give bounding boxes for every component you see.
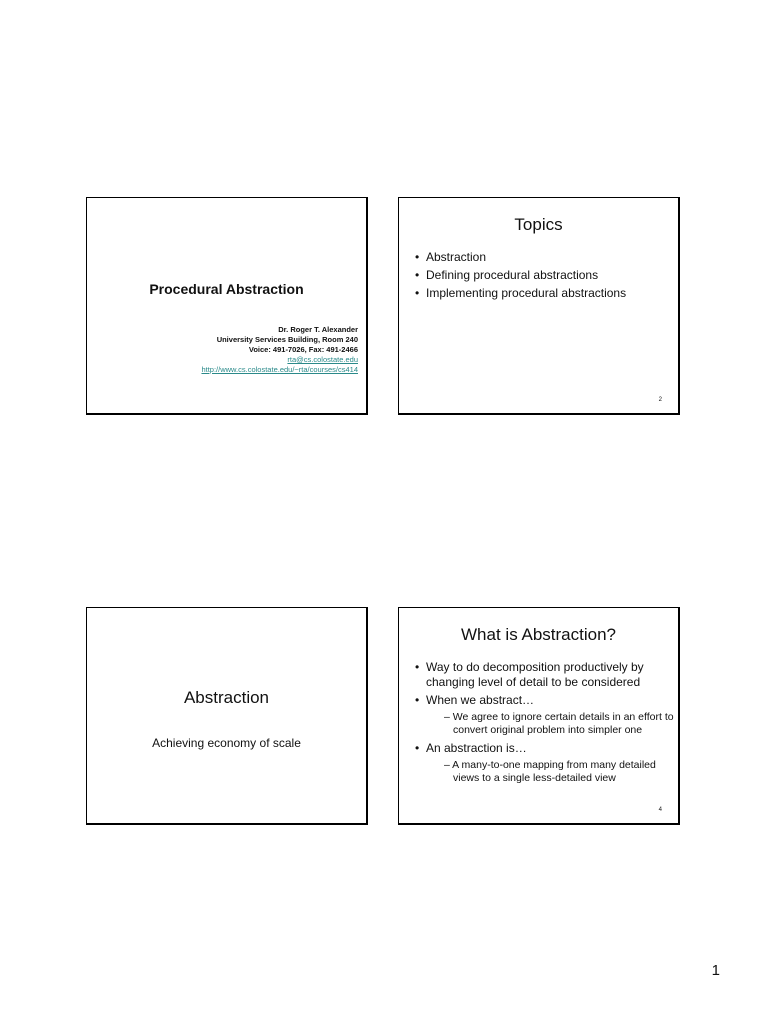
office-location: University Services Building, Room 240: [216, 335, 358, 344]
document-page-number: 1: [711, 962, 720, 979]
contact-block: [201, 325, 358, 375]
bullet-list: [415, 660, 677, 789]
bullet-item: • Implementing procedural abstractions: [415, 286, 671, 301]
slide-title: What is Abstraction?: [461, 625, 616, 644]
slide-1: [86, 197, 368, 415]
slide-title: Procedural Abstraction: [149, 281, 304, 297]
slide-2: [398, 197, 680, 415]
sub-bullet-item: – A many-to-one mapping from many detailed views to a single less-detailed view: [444, 759, 656, 784]
author-name: Dr. Roger T. Alexander: [278, 325, 358, 334]
course-url-link[interactable]: http://www.cs.colostate.edu/~rta/courses/cs414: [201, 365, 358, 374]
phone-fax: Voice: 491-7026, Fax: 491-2466: [248, 345, 358, 354]
slide-title: Topics: [514, 215, 563, 234]
bullet-item: • Abstraction: [415, 250, 671, 265]
slide-3: [86, 607, 368, 825]
bullet-item: • An abstraction is…: [415, 741, 677, 756]
slide-page-number: 2: [658, 397, 662, 403]
bullet-item: • When we abstract…: [415, 693, 677, 708]
slide-subtitle: Achieving economy of scale: [152, 736, 301, 750]
slide-page-number: 4: [658, 807, 662, 813]
bullet-item: • Way to do decomposition productively by changing level of detail to be considered: [415, 660, 677, 690]
bullet-list: [415, 250, 671, 304]
sub-bullet-item: – We agree to ignore certain details in an effort to convert original problem into simpler one: [444, 711, 674, 736]
bullet-item: • Defining procedural abstractions: [415, 268, 671, 283]
slide-title: Abstraction: [183, 688, 270, 707]
email-link[interactable]: rta@cs.colostate.edu: [287, 355, 358, 364]
slide-4: [398, 607, 680, 825]
